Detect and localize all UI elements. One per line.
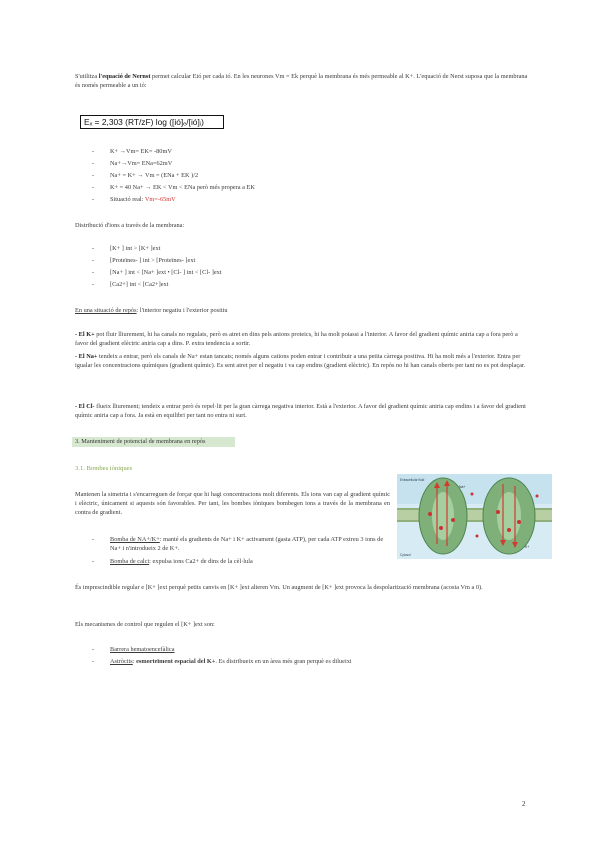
section-3-heading: 3. Manteniment de potencial de membrana en repòs — [72, 437, 235, 447]
rest-state-text: : l'interior negatiu i l'exterior positiu — [136, 307, 228, 314]
pump-item-na-k: - Bomba de NA+/K+: manté els gradients de Na+ i K+ activament (gasta ATP), per cada ATP extreu 3 ions de Na+ i n'introdueix 2 de K+. — [92, 536, 384, 552]
nernst-term: l'equació de Nernst — [98, 73, 151, 80]
distribution-title: Distribució d'ions a través de la membrana: — [75, 222, 185, 229]
figure-label-na: Na+ — [459, 485, 466, 489]
section-3-1-heading: 3.1. Bombes iòniques — [75, 465, 133, 472]
ion-dot — [471, 493, 474, 496]
na-k-pump-figure — [397, 474, 552, 559]
astrocytes-link: Astròcits — [110, 658, 133, 665]
distribution-item-text: [K+ ] int > [K+ ]ext — [110, 245, 161, 252]
rest-state-underlined: En una situació de repòs — [75, 307, 137, 314]
ion-dot — [439, 526, 443, 530]
control-item-astrocytes: - Astròcits: esmorteïment espacial del K+. Es distribueix en un àrea més gran perquè es dilueixi — [92, 658, 352, 665]
pumps-paragraph: Mantenen la simetria i s'encarreguen de forçar que hi hagi concentracions molt diferents. Els ions van cap al gradient químic i elèctric, únicament si aquests són favorables. Per tant, les bombes iòniques bombegen ions a través de la membrana en contra de gradient. — [75, 491, 390, 516]
barrier-link: Barrera hematoencefàlica — [110, 646, 175, 653]
potential-item-2: - Na+→Vm= ENa=62mV — [92, 160, 173, 167]
calcium-pump-text: : expulsa ions Ca2+ de dins de la cèl·lula — [149, 558, 253, 565]
page-number: 2 — [522, 800, 526, 808]
real-situation-value: Vm=-65mV — [144, 196, 176, 203]
potassium-text: pot fluir lliurement, hi ha canals no regulats, però es atret en dins pels anions proteics, hi ha molt potassi a l'interior. A favor del gradient químic aniria cap a fora però a favor del gradient elèctric aniria cap a dins. P. extra tendencia a sortir. — [75, 331, 518, 347]
distribution-item-text: [Proteïnes- ] int > [Proteïnes- ]ext — [110, 257, 196, 264]
potential-item-1: - K+ →Vm= EK= -80mV — [92, 148, 172, 155]
pump-channel-left — [432, 492, 454, 540]
sodium-text: tendeix a entrar, però els canals de Na+ estan tancats; només alguns cations poden entrar i contribuir a una petita càrrega positiva. Hi ha molt més a l'exterior. Entra per igualar les concentracions químiques (gradient químic). Es sent atret per el negatiu i va cap endins (gradient elèctric). En repòs no hi han canals oberts per tant no es pot desplaçar. — [75, 353, 526, 369]
distribution-item-text: [Na+ ] int < [Na+ ]ext • [Cl- ] int < [Cl- ]ext — [110, 269, 222, 276]
nernst-formula-box: Eₓ = 2,303 (RT/zF) log ([ió]ₑ/[ió]ᵢ) — [80, 115, 224, 129]
na-k-pump-text: : manté els gradients de Na+ i K+ activament (gasta ATP), per cada ATP extreu 3 ions de Na+ i n'introdueix 2 de K+. — [110, 536, 384, 552]
ion-dot — [507, 528, 511, 532]
ion-dot — [536, 495, 539, 498]
rest-state-line — [75, 306, 530, 315]
potential-item-text: K+ →Vm= EK= -80mV — [110, 148, 172, 155]
figure-label-outside: Extracellular fluid — [400, 478, 425, 482]
figure-label-k: K+ — [525, 545, 530, 549]
distribution-item-3: - [Na+ ] int < [Na+ ]ext • [Cl- ] int < [Cl- ]ext — [92, 269, 222, 276]
potential-item-text: Na+ = K+ → Vm = (ENa + EK )/2 — [110, 172, 199, 179]
ion-dot — [476, 535, 479, 538]
distribution-item-1: - [K+ ] int > [K+ ]ext — [92, 245, 161, 252]
calcium-pump-link: Bomba de calci — [110, 558, 150, 565]
ion-dot — [517, 520, 521, 524]
control-item-barrier: - Barrera hematoencefàlica — [92, 646, 175, 653]
distribution-item-4: - [Ca2+] int < [Ca2+]ext — [92, 281, 169, 288]
potassium-paragraph — [75, 330, 530, 348]
figure-label-inside: Cytosol — [400, 553, 411, 557]
real-situation-item: - Situació real: Vm=-65mV — [92, 196, 176, 203]
intro-paragraph — [75, 72, 530, 90]
chloride-text: flueix lliurement; tendeix a entrar però és repel·lit per la gran càrrega negativa interior. Està a l'exterior. A favor del gradient químic aniria cap endins i a favor del gradient químic aniria cap a fora. Ja està en equilibri per tant no entra ni surt. — [75, 403, 526, 419]
na-k-pump-link: Bomba de NA+/K+ — [110, 536, 160, 543]
sodium-label: - El Na+ — [75, 353, 98, 360]
real-situation-label: Situació real: — [110, 196, 145, 203]
astrocytes-bold-text: esmorteïment espacial del K+ — [136, 658, 216, 665]
intro-text-1: S'utilitza — [75, 73, 99, 80]
k-regulation-paragraph: És imprescindible regular e [K+ ]ext perquè petits canvis en [K+ ]ext alteren Vm. Un augment de [K+ ]ext provoca la despolarització membrana (acosta Vm a 0). — [75, 584, 483, 591]
ion-dot — [451, 518, 455, 522]
potassium-label: - El K+ — [75, 331, 95, 338]
pump-channel-right — [497, 492, 521, 540]
chloride-label: - El Cl- — [75, 403, 95, 410]
pump-item-calcium: - Bomba de calci: expulsa ions Ca2+ de dins de la cèl·lula — [92, 558, 253, 565]
potential-item-3: - Na+ = K+ → Vm = (ENa + EK )/2 — [92, 172, 199, 179]
distribution-item-2: - [Proteïnes- ] int > [Proteïnes- ]ext — [92, 257, 196, 264]
ion-dot — [428, 512, 432, 516]
chloride-paragraph — [75, 402, 530, 420]
astrocytes-text: . Es distribueix en un àrea més gran perquè es dilueixi — [215, 658, 352, 665]
potential-item-text: K+ = 40 Na+ → EK < Vm < ENa però més propera a EK — [110, 184, 255, 191]
control-title: Els mecanismes de control que regulen el [K+ ]ext son: — [75, 621, 215, 628]
intro-text-2: permet calcular Eió per cada ió. En les neurones Vm = Ek perquè la membrana és més permeable al K+. L'equació de Nerst suposa que la membrana és només permeable a un ió: — [75, 73, 528, 89]
potential-item-4: - K+ = 40 Na+ → EK < Vm < ENa però més propera a EK — [92, 184, 255, 191]
ion-dot — [496, 510, 500, 514]
potential-item-text: Na+→Vm= ENa=62mV — [110, 160, 173, 167]
sodium-paragraph — [75, 352, 530, 370]
distribution-item-text: [Ca2+] int < [Ca2+]ext — [110, 281, 169, 288]
